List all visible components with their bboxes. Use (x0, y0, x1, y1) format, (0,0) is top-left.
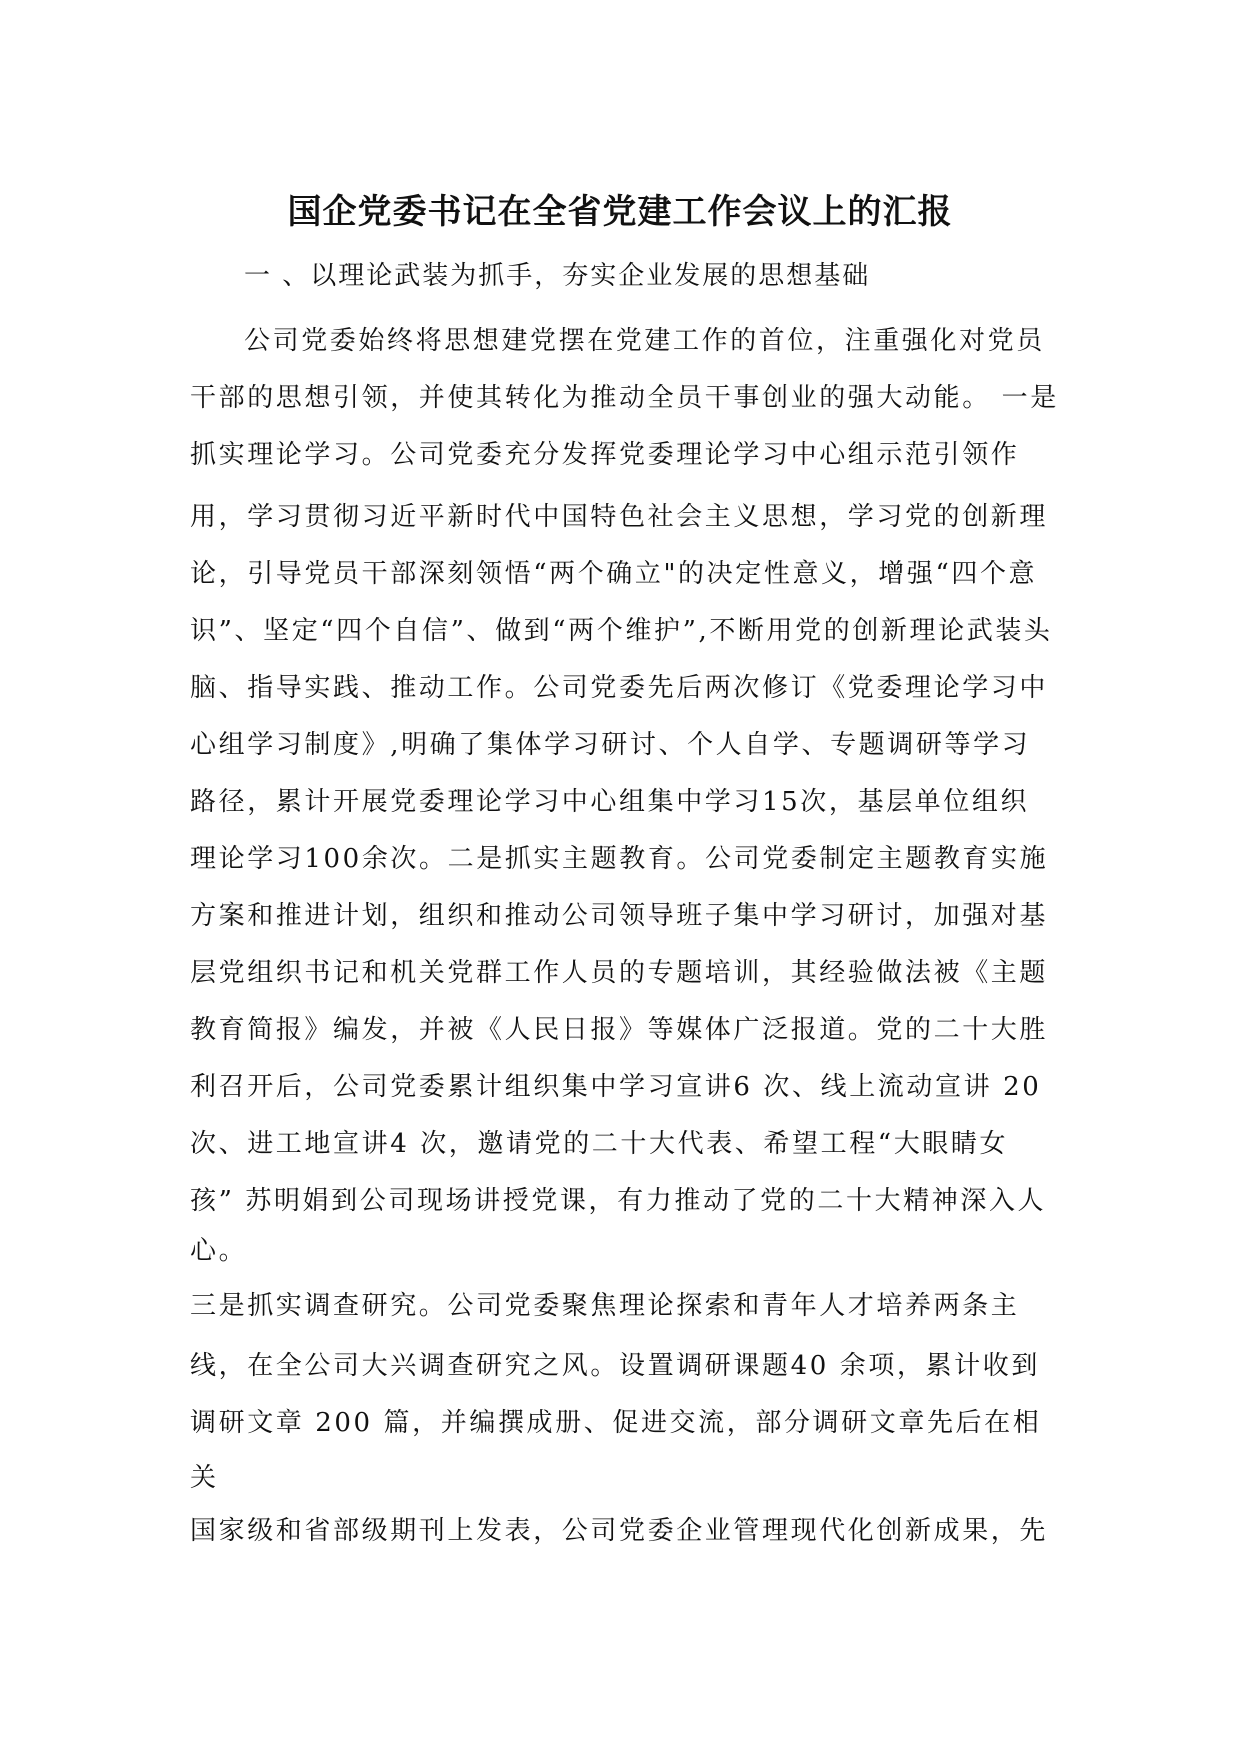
body-line: 干部的思想引领，并使其转化为推动全员干事创业的强大动能。 一是 (190, 383, 1059, 413)
body-line: 公司党委始终将思想建党摆在党建工作的首位，注重强化对党员 (244, 326, 1045, 356)
body-line: 脑、指导实践、推动工作。公司党委先后两次修订《党委理论学习中 (190, 673, 1049, 703)
body-line: 国家级和省部级期刊上发表，公司党委企业管理现代化创新成果，先 (190, 1516, 1049, 1546)
body-line: 次、进工地宣讲4 次，邀请党的二十大代表、希望工程“大眼睛女 (190, 1129, 1009, 1159)
body-line: 用，学习贯彻习近平新时代中国特色社会主义思想，学习党的创新理 (190, 502, 1049, 532)
body-line: 教育简报》编发，并被《人民日报》等媒体广泛报道。党的二十大胜 (190, 1015, 1049, 1045)
body-line: 关 (190, 1463, 219, 1493)
body-line: 层党组织书记和机关党群工作人员的专题培训，其经验做法被《主题 (190, 958, 1049, 988)
body-line: 识”、坚定“四个自信”、做到“两个维护”,不断用党的创新理论武装头 (190, 616, 1053, 646)
body-line: 心组学习制度》,明确了集体学习研讨、个人自学、专题调研等学习 (190, 730, 1031, 760)
body-line: 理论学习100余次。二是抓实主题教育。公司党委制定主题教育实施 (190, 844, 1049, 874)
body-line: 抓实理论学习。公司党委充分发挥党委理论学习中心组示范引领作 (190, 440, 1020, 470)
body-line: 心。 (190, 1236, 248, 1266)
body-line: 论，引导党员干部深刻领悟“两个确立"的决定性意义，增强“四个意 (190, 559, 1038, 589)
body-line: 利召开后，公司党委累计组织集中学习宣讲6 次、线上流动宣讲 20 (190, 1072, 1042, 1102)
body-line: 孩” 苏明娟到公司现场讲授党课，有力推动了党的二十大精神深入人 (190, 1186, 1047, 1216)
document-title: 国企党委书记在全省党建工作会议上的汇报 (287, 192, 953, 232)
section-heading: 一 、以理论武装为抓手，夯实企业发展的思想基础 (244, 261, 871, 291)
body-line: 方案和推进计划，组织和推动公司领导班子集中学习研讨，加强对基 (190, 901, 1049, 931)
body-line: 三是抓实调查研究。公司党委聚焦理论探索和青年人才培养两条主 (190, 1291, 1020, 1321)
body-line: 调研文章 200 篇，并编撰成册、促进交流，部分调研文章先后在相 (190, 1408, 1042, 1438)
body-line: 路径，累计开展党委理论学习中心组集中学习15次，基层单位组织 (190, 787, 1030, 817)
body-line: 线，在全公司大兴调查研究之风。设置调研课题40 余项，累计收到 (190, 1351, 1040, 1381)
